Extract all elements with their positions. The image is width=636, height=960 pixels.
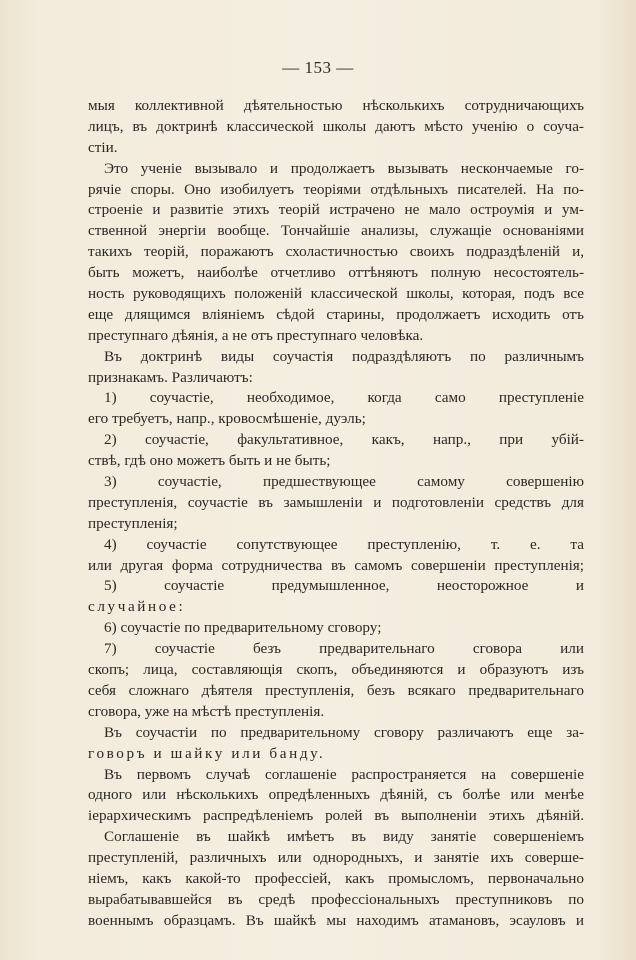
text-line: 3) соучастіе, предшествующее самому совершенію — [104, 473, 584, 491]
text-line: ственной энергіи вообще. Тончайшіе анализы, служащіе основаніями — [88, 222, 584, 240]
text-line: преступленія, соучастіе въ замышленіи и подготовленіи средствъ для — [88, 493, 584, 511]
text-line: преступнаго дѣянія, а не отъ преступнаго человѣка. — [88, 326, 424, 344]
text-line: рячіе споры. Оно изобилуетъ теоріями отдѣльныхъ писателей. На по- — [88, 180, 584, 198]
text-line: лицъ, въ доктринѣ классической школы даютъ мѣсто ученію о соуча- — [88, 117, 584, 135]
text-line: такихъ теорій, поражаютъ схоластичностью своихъ подраздѣленій и, — [88, 243, 584, 261]
text-line: преступленія; — [88, 514, 178, 532]
text-line: Въ доктринѣ виды соучастія подраздѣляютъ по различнымъ — [104, 347, 584, 365]
text-line: 4) соучастіе сопутствующее преступленію, т. е. та — [104, 535, 584, 553]
text-line: признакамъ. Различаютъ: — [88, 368, 253, 386]
text-line: ніемъ, какъ какой-то профессіей, какъ промысломъ, первоначально — [88, 869, 584, 887]
text-line: Соглашеніе въ шайкѣ имѣетъ въ виду занятіе совершеніемъ — [104, 828, 584, 846]
text-line: іерархическимъ распредѣленіемъ ролей въ выполненіи этихъ дѣяній. — [88, 807, 584, 825]
text-line: Въ соучастіи по предварительному сговору различаютъ еще за- — [104, 723, 584, 741]
text-line: случайное: — [88, 598, 186, 616]
text-line: скопъ; лица, составляющія скопъ, объединяются и образуютъ изъ — [88, 661, 584, 679]
text-line: 7) соучастіе безъ предварительнаго сговора или — [104, 640, 584, 658]
text-line: вырабатывавшейся въ средѣ профессіональныхъ преступниковъ по — [88, 890, 584, 908]
text-line: одного или нѣсколькихъ опредѣленныхъ дѣяній, съ болѣе или менѣе — [88, 786, 584, 804]
text-line: ность руководящихъ положеній классической школы, которая, подъ все — [88, 285, 584, 303]
text-line: его требуетъ, напр., кровосмѣшеніе, дуэль; — [88, 410, 366, 428]
text-line: 5) соучастіе предумышленное, неосторожное и — [104, 577, 584, 595]
text-line: стіи. — [88, 138, 118, 156]
body-text — [88, 96, 584, 932]
text-line: себя сложнаго дѣятеля преступленія, безъ всякаго предварительнаго — [88, 681, 584, 699]
text-line: 2) соучастіе, факультативное, какъ, напр., при убій- — [104, 431, 584, 449]
text-line: мыя коллективной дѣятельностью нѣсколькихъ сотрудничающихъ — [88, 97, 584, 114]
text-line: еще длящимся вліяніемъ сѣдой старины, продолжаетъ исходить отъ — [88, 305, 584, 323]
text-line: говоръ и шайку или банду. — [88, 744, 326, 762]
text-line: 1) соучастіе, необходимое, когда само преступленіе — [104, 389, 584, 407]
text-line: строеніе и развитіе этихъ теорій истрачено не мало остроумія и ум- — [88, 201, 584, 219]
text-line: или другая форма сотрудничества въ самомъ совершеніи преступленія; — [88, 556, 584, 574]
text-line: военнымъ образцамъ. Въ шайкѣ мы находимъ атамановъ, эсауловъ и — [88, 911, 584, 929]
text-line: Это ученіе вызывало и продолжаетъ вызывать нескончаемые го- — [104, 159, 584, 177]
text-line: быть можетъ, наиболѣе отчетливо оттѣняютъ полную несостоятель- — [88, 264, 584, 282]
text-line: преступленій, различныхъ или однородныхъ, и занятіе ихъ соверше- — [88, 849, 584, 867]
page-number: — 153 — — [282, 58, 354, 77]
text-line: Въ первомъ случаѣ соглашеніе распространяется на совершеніе — [104, 765, 584, 783]
text-line: 6) соучастіе по предварительному сговору; — [104, 619, 382, 637]
text-line: ствѣ, гдѣ оно можетъ быть и не быть; — [88, 452, 331, 470]
text-line: сговора, уже на мѣстѣ преступленія. — [88, 702, 325, 720]
